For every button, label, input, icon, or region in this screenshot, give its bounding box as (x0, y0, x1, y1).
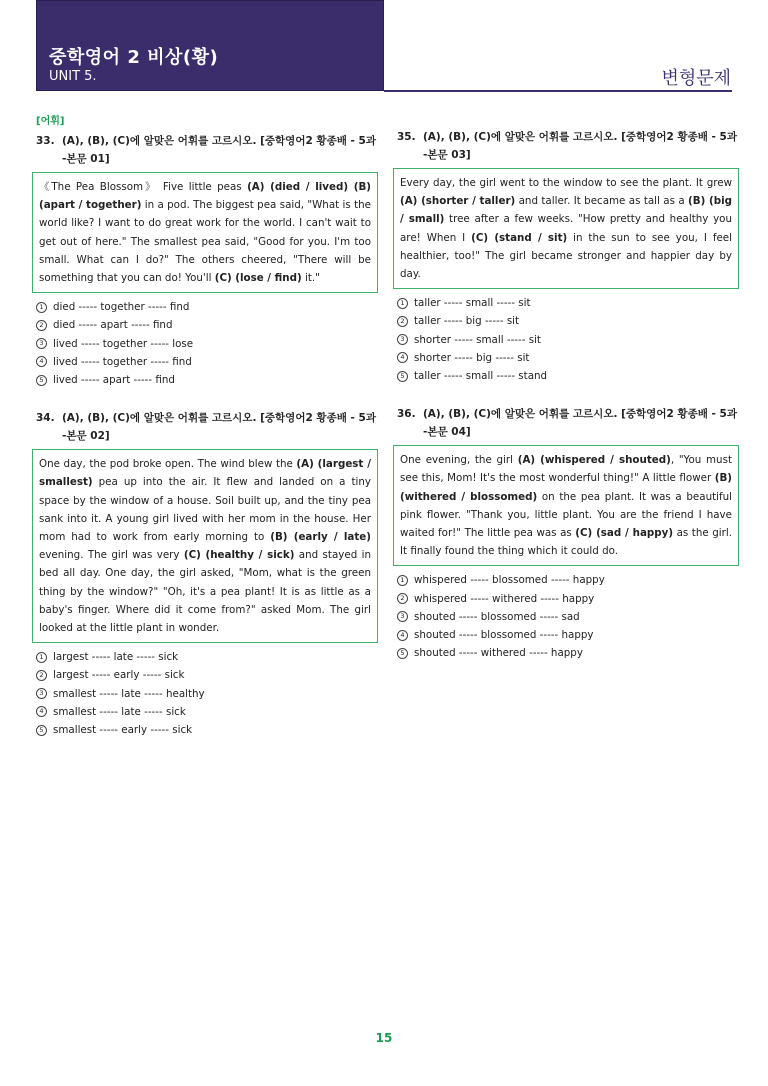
circled-number-icon: 4 (397, 352, 408, 363)
circled-number-icon: 3 (36, 338, 47, 349)
option-text: taller ----- small ----- sit (414, 297, 531, 310)
option-text: taller ----- small ----- stand (414, 370, 548, 383)
vocab-choice: (C) (sad / happy) (575, 527, 674, 540)
answer-option (36, 703, 378, 721)
passage-box (32, 449, 378, 643)
answer-option (397, 590, 739, 608)
question-number: 35. (397, 131, 416, 143)
answer-option (36, 648, 378, 666)
left-column (36, 112, 378, 739)
answer-options (36, 648, 378, 739)
option-text: whispered ----- withered ----- happy (414, 592, 595, 605)
option-text: died ----- together ----- find (53, 301, 190, 314)
header-banner (36, 0, 384, 91)
passage-box (393, 445, 739, 566)
vocab-choice: (A) (whispered / shouted) (517, 454, 671, 467)
answer-option (397, 608, 739, 626)
vocab-choice: (C) (healthy / sick) (183, 549, 295, 562)
answer-option (397, 367, 739, 385)
passage-text: as the girl. It finally found the thing which it could do. (400, 527, 732, 558)
passage-text: 《The Pea Blossom》 Five little peas (39, 181, 248, 193)
answer-option (397, 571, 739, 589)
question-header (397, 128, 739, 164)
option-text: smallest ----- early ----- sick (53, 724, 193, 737)
header-divider (384, 90, 732, 92)
option-text: shouted ----- blossomed ----- sad (414, 610, 580, 623)
question-prompt: (A), (B), (C)에 알맞은 어휘를 고르시오. [중학영어2 황종배 - 5과 -본문 03] (423, 131, 737, 161)
option-text: whispered ----- blossomed ----- happy (414, 574, 605, 587)
passage-text: One day, the pod broke open. The wind blew the (39, 458, 297, 471)
circled-number-icon: 5 (397, 648, 408, 659)
option-text: smallest ----- late ----- healthy (53, 687, 205, 700)
question-number: 33. (36, 135, 55, 147)
unit-label: UNIT 5. (49, 69, 97, 84)
option-text: shorter ----- big ----- sit (414, 351, 530, 364)
book-title: 중학영어 2 비상(황) (49, 47, 219, 68)
answer-option (36, 335, 378, 353)
answer-options (397, 571, 739, 662)
circled-number-icon: 1 (36, 652, 47, 663)
circled-number-icon: 3 (397, 334, 408, 345)
vocab-choice: (A) (shorter / taller) (400, 195, 516, 208)
passage-text: in a pod. The biggest pea said, "What is the world like? I want to do great work for the world. I can't wait to get out of here." The smallest pea said, "Good for you. I'm too small. What can I do?" The others cheered, "There will be something that you can do! You'll (39, 199, 371, 285)
question-header (36, 132, 378, 168)
vocab-choice: (A) (largest / smallest) (39, 458, 371, 489)
circled-number-icon: 2 (36, 320, 47, 331)
circled-number-icon: 5 (397, 371, 408, 382)
passage-box (393, 168, 739, 289)
question-number: 36. (397, 408, 416, 421)
question-number: 34. (36, 412, 55, 425)
vocab-choice: (C) (stand / sit) (471, 231, 568, 244)
vocab-choice: (B) (early / late) (270, 531, 371, 544)
answer-option (36, 298, 378, 316)
passage-text: evening. The girl was very (39, 549, 184, 562)
option-text: largest ----- late ----- sick (53, 651, 179, 664)
doc-type-label: 변형문제 (661, 68, 731, 89)
option-text: lived ----- together ----- lose (53, 337, 194, 350)
passage-text: in the sun to see you, I feel healthier, too!" The girl became stronger and happier day by day. (400, 231, 732, 281)
question-prompt: (A), (B), (C)에 알맞은 어휘를 고르시오. [중학영어2 황종배 - 5과 -본문 02] (62, 412, 376, 443)
answer-option (397, 644, 739, 662)
option-text: smallest ----- late ----- sick (53, 705, 186, 718)
option-text: lived ----- apart ----- find (53, 374, 175, 387)
answer-option (36, 316, 378, 334)
option-text: taller ----- big ----- sit (414, 315, 520, 328)
answer-option (397, 294, 739, 312)
question-header (36, 409, 378, 445)
answer-option (36, 685, 378, 703)
vocab-choice: (B) (withered / blossomed) (400, 472, 732, 503)
circled-number-icon: 1 (36, 302, 47, 313)
passage-text: pea up into the air. It flew and landed on a tiny space by the window of a house. Soil built up, and the tiny pea sank into it. A young girl lived with her mom in the house. Her mom had to work from early morning to (39, 476, 371, 544)
passage-text: it." (301, 272, 320, 285)
answer-option (36, 353, 378, 371)
circled-number-icon: 2 (36, 670, 47, 681)
circled-number-icon: 4 (397, 630, 408, 641)
right-column (397, 128, 739, 662)
question-prompt: (A), (B), (C)에 알맞은 어휘를 고르시오. [중학영어2 황종배 - 5과 -본문 01] (62, 135, 376, 165)
vocab-choice: (A) (died / lived) (B) (apart / together) (39, 181, 371, 212)
option-text: shouted ----- blossomed ----- happy (414, 629, 594, 642)
passage-box (32, 172, 378, 293)
answer-options (36, 298, 378, 389)
answer-option (36, 371, 378, 389)
circled-number-icon: 2 (397, 593, 408, 604)
question-33 (36, 132, 378, 389)
option-text: lived ----- together ----- find (53, 355, 192, 368)
answer-option (397, 349, 739, 367)
passage-text: tree after a few weeks. "How pretty and healthy you are! When I (400, 213, 732, 244)
circled-number-icon: 4 (36, 356, 47, 367)
passage-text: and stayed in bed all day. One day, the girl asked, "Mom, what is the green thing by the window?" "Oh, it's a pea plant! It is as little as a baby's finger. Where did it come from?" asked Mom. The girl looked at the little plant in wonder. (39, 549, 371, 635)
circled-number-icon: 5 (36, 725, 47, 736)
question-header (397, 405, 739, 441)
circled-number-icon: 2 (397, 316, 408, 327)
question-prompt: (A), (B), (C)에 알맞은 어휘를 고르시오. [중학영어2 황종배 - 5과 -본문 04] (423, 408, 737, 439)
option-text: largest ----- early ----- sick (53, 669, 185, 682)
answer-option (36, 666, 378, 684)
option-text: shorter ----- small ----- sit (414, 333, 541, 346)
question-34 (36, 409, 378, 739)
answer-option (397, 626, 739, 644)
circled-number-icon: 4 (36, 706, 47, 717)
answer-option (397, 331, 739, 349)
circled-number-icon: 1 (397, 575, 408, 586)
circled-number-icon: 3 (397, 611, 408, 622)
vocab-choice: (B) (big / small) (400, 195, 732, 226)
passage-text: Every day, the girl went to the window to see the plant. It grew (400, 177, 732, 189)
circled-number-icon: 1 (397, 298, 408, 309)
question-36 (397, 405, 739, 662)
circled-number-icon: 5 (36, 375, 47, 386)
passage-text: , "You must see this, Mom! It's the most wonderful thing!" A little flower (400, 454, 732, 485)
passage-text: and taller. It became as tall as a (515, 195, 689, 208)
option-text: died ----- apart ----- find (53, 319, 173, 332)
category-label: [어휘] (36, 116, 65, 127)
question-35 (397, 128, 739, 385)
circled-number-icon: 3 (36, 688, 47, 699)
answer-option (36, 721, 378, 739)
vocab-choice: (C) (lose / find) (214, 272, 302, 285)
passage-text: One evening, the girl (400, 454, 518, 467)
option-text: shouted ----- withered ----- happy (414, 647, 583, 660)
answer-option (397, 312, 739, 330)
passage-text: on the pea plant. It was a beautiful pink flower. "Thank you, little plant. You are the friend I have waited for!" The little pea was as (400, 490, 732, 540)
answer-options (397, 294, 739, 385)
page-number: 15 (375, 1031, 393, 1045)
